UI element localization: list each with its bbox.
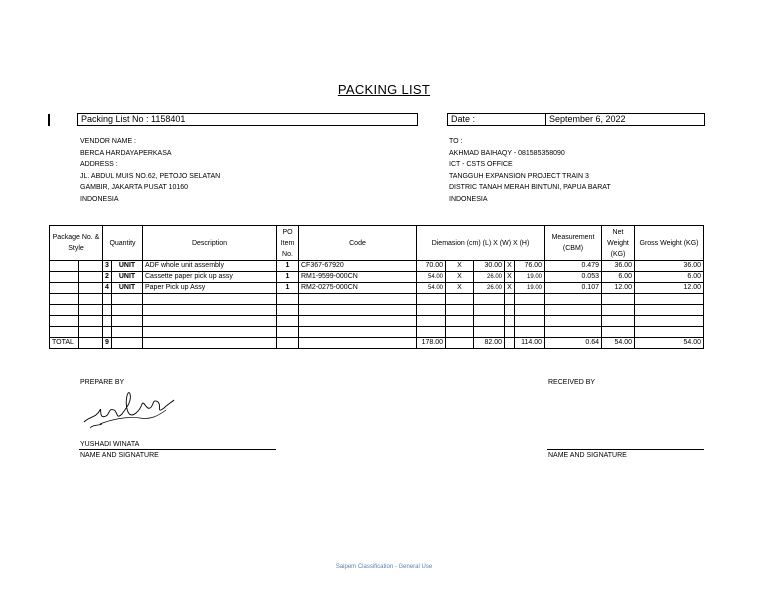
empty-row (50, 294, 704, 305)
width-cell: 26.00 (474, 283, 505, 294)
received-by-label: RECEIVED BY (548, 379, 596, 386)
width-cell: 26.00 (474, 272, 505, 283)
height-cell: 76.00 (515, 261, 545, 272)
vendor-line: INDONESIA (80, 195, 119, 203)
preparer-name: YUSHADI WINATA (80, 441, 140, 448)
code-cell: RM1-9599-000CN (299, 272, 417, 283)
height-cell: 19.00 (515, 283, 545, 294)
times-cell: X (505, 272, 515, 283)
total-qty: 9 (103, 338, 112, 349)
empty-row (50, 305, 704, 316)
packing-table (49, 225, 704, 349)
total-height: 114.00 (515, 338, 545, 349)
header-measurement: Measurement (CBM) (545, 226, 602, 261)
total-label: TOTAL (50, 338, 79, 349)
recipient-line: AKHMAD BAIHAQY - 081585358090 (449, 149, 565, 157)
unit-cell: UNIT (112, 272, 143, 283)
total-width: 82.00 (474, 338, 505, 349)
recipient-line: TANGGUH EXPANSION PROJECT TRAIN 3 (449, 172, 589, 180)
recipient-line: TO : (449, 138, 463, 145)
received-caption: NAME AND SIGNATURE (548, 452, 627, 459)
header-quantity: Quantity (103, 226, 143, 261)
vendor-block (80, 136, 220, 205)
times-cell: X (446, 283, 474, 294)
po-cell: 1 (277, 272, 299, 283)
cbm-cell: 0.479 (545, 261, 602, 272)
net-cell: 36.00 (602, 261, 635, 272)
vendor-line: VENDOR NAME : (80, 138, 137, 145)
gross-cell: 36.00 (635, 261, 704, 272)
table-header-row (50, 226, 704, 261)
total-row (50, 338, 704, 349)
margin-marker (48, 114, 50, 126)
qty-cell: 2 (103, 272, 112, 283)
qty-cell: 3 (103, 261, 112, 272)
vendor-line: BERCA HARDAYAPERKASA (80, 149, 172, 157)
date-value: September 6, 2022 (545, 113, 705, 126)
packing-list-number: Packing List No : 1158401 (77, 113, 418, 126)
vendor-line: GAMBIR, JAKARTA PUSAT 10160 (80, 184, 189, 191)
qty-cell: 4 (103, 283, 112, 294)
times-cell: X (505, 261, 515, 272)
net-cell: 12.00 (602, 283, 635, 294)
po-cell: 1 (277, 283, 299, 294)
cbm-cell: 0.107 (545, 283, 602, 294)
total-length: 178.00 (417, 338, 446, 349)
recipient-line: INDONESIA (449, 195, 488, 203)
signature-icon (80, 380, 180, 440)
date-label: Date : (447, 113, 546, 126)
width-cell: 30.00 (474, 261, 505, 272)
total-cbm: 0.64 (545, 338, 602, 349)
length-cell: 54.00 (417, 272, 446, 283)
times-cell: X (505, 283, 515, 294)
code-cell: RM2-0275-000CN (299, 283, 417, 294)
recipient-line: ICT - CSTS OFFICE (449, 161, 513, 168)
length-cell: 54.00 (417, 283, 446, 294)
empty-row (50, 327, 704, 338)
empty-row (50, 316, 704, 327)
unit-cell: UNIT (112, 283, 143, 294)
table-row (50, 261, 704, 272)
prepared-caption: NAME AND SIGNATURE (80, 452, 159, 459)
description-cell: Paper Pick up Assy (143, 283, 277, 294)
net-cell: 6.00 (602, 272, 635, 283)
times-cell: X (446, 272, 474, 283)
header-code: Code (299, 226, 417, 261)
code-cell: CF367-67920 (299, 261, 417, 272)
length-cell: 70.00 (417, 261, 446, 272)
prepared-by-label: PREPARE BY (80, 379, 125, 386)
header-package: Package No. & Style (50, 226, 103, 261)
header-dimension: Diemasion (cm) (L) X (W) X (H) (417, 226, 545, 261)
header-po-item: PO Item No. (277, 226, 299, 261)
description-cell: ADF whole unit assembly (143, 261, 277, 272)
header-gross-weight: Gross Weight (KG) (635, 226, 704, 261)
total-gross: 54.00 (635, 338, 704, 349)
gross-cell: 6.00 (635, 272, 704, 283)
total-net: 54.00 (602, 338, 635, 349)
cbm-cell: 0.053 (545, 272, 602, 283)
unit-cell: UNIT (112, 261, 143, 272)
classification-footer: Saipem Classification - General Use (335, 564, 433, 570)
header-net-weight: Net Weight (KG) (602, 226, 635, 261)
gross-cell: 12.00 (635, 283, 704, 294)
header-description: Description (143, 226, 277, 261)
height-cell: 19.00 (515, 272, 545, 283)
po-cell: 1 (277, 261, 299, 272)
recipient-line: DISTRIC TANAH MERAH BINTUNI, PAPUA BARAT (449, 184, 611, 191)
table-row (50, 272, 704, 283)
vendor-line: JL. ABDUL MUIS NO.62, PETOJO SELATAN (80, 172, 221, 180)
vendor-line: ADDRESS : (80, 161, 118, 168)
table-row (50, 283, 704, 294)
description-cell: Cassette paper pick up assy (143, 272, 277, 283)
recipient-block (449, 136, 611, 205)
times-cell: X (446, 261, 474, 272)
page-title: PACKING LIST (337, 82, 431, 97)
